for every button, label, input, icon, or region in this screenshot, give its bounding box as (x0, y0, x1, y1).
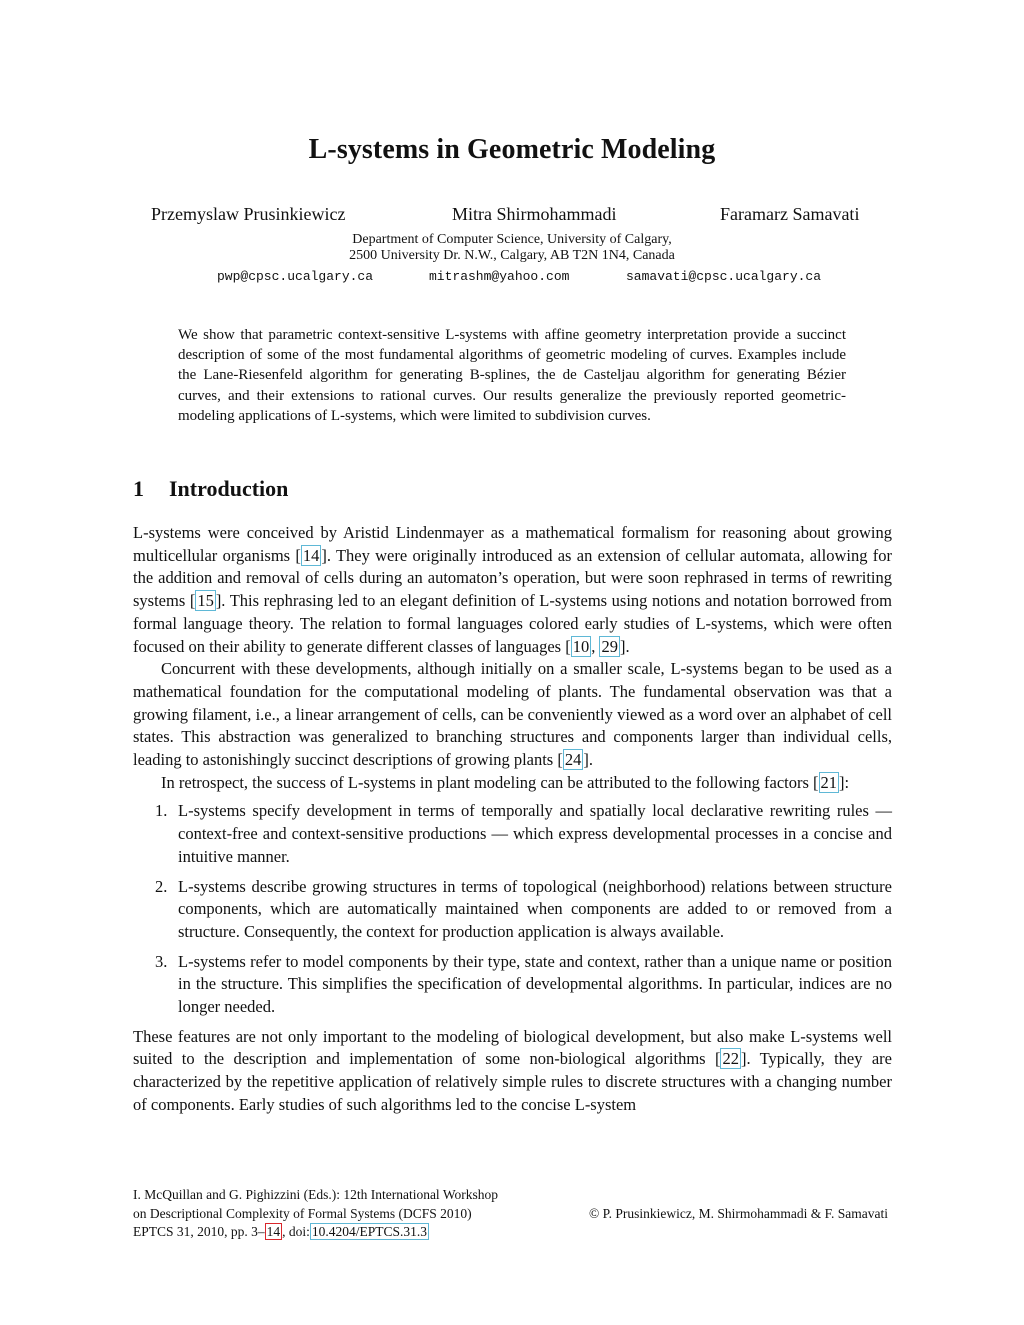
text-run: , (591, 636, 600, 656)
doi-link[interactable]: 10.4204/EPTCS.31.3 (311, 1224, 428, 1239)
author-name: Mitra Shirmohammadi (452, 204, 617, 224)
paragraph (133, 772, 892, 795)
email-link[interactable]: pwp@cpsc.ucalgary.ca (217, 269, 374, 284)
text-run: ]. They were originally introduced as an extension of cellular automata, allowing for the addition and removal of cells during an automaton’s operation, but were soon rephrased in terms of rewriting systems [ (133, 545, 892, 611)
citation-link[interactable]: 14 (302, 545, 320, 565)
citation-link[interactable]: 24 (564, 750, 582, 770)
list-item (133, 800, 892, 868)
affiliation-line: 2500 University Dr. N.W., Calgary, AB T2N 1N4, Canada (349, 248, 675, 263)
section-heading (133, 476, 288, 502)
text-run: ]: (839, 772, 850, 792)
text-run: In retrospect, the success of L-systems in plant modeling can be attributed to the following factors [ (161, 772, 819, 792)
author-name: Przemyslaw Prusinkiewicz (151, 204, 346, 224)
text-run: ]. (583, 750, 593, 770)
text-run: ]. Typically, they are characterized by the repetitive application of relatively simple rules to discrete structures with a changing number of components. Early studies of such algorithms led to the concise L-system (133, 1049, 892, 1114)
text-run: , doi: (282, 1224, 310, 1239)
affiliation (0, 232, 1024, 264)
body-text (133, 522, 892, 1117)
list-number: 2. (155, 876, 168, 896)
citation-link[interactable]: 21 (820, 772, 838, 792)
text-run: Concurrent with these developments, although initially on a smaller scale, L-systems began to be used as a mathematical foundation for the computational modeling of plants. The fundamental observation was that a growing filament, i.e., a linear arrangement of cells, can be conveniently viewed as a word over an alphabet of cell states. This abstraction was generalized to branching structures and components larger than individual cells, leading to astonishingly succinct descriptions of growing plants [ (133, 659, 892, 770)
citation-link[interactable]: 15 (197, 591, 214, 611)
text-run: EPTCS 31, 2010, pp. 3– (133, 1224, 265, 1239)
paragraph (133, 522, 892, 658)
text-run: ]. This rephrasing led to an elegant definition of L-systems using notions and notation borrowed from formal language theory. The relation to formal languages colored early studies of L-systems, which were often focused on their ability to generate different classes of languages [ (133, 591, 892, 656)
footer-line: on Descriptional Complexity of Formal Systems (DCFS 2010) (133, 1205, 472, 1221)
email-link[interactable]: samavati@cpsc.ucalgary.ca (626, 269, 822, 284)
factor-list (133, 800, 892, 1018)
list-item (133, 951, 892, 1019)
text-run: L-systems were conceived by Aristid Lindenmayer as a mathematical formalism for reasoning about growing multicellular organisms [ (133, 523, 892, 565)
author-name: Faramarz Samavati (720, 204, 860, 224)
paragraph (133, 658, 892, 772)
section-title: Introduction (169, 476, 289, 501)
list-text: L-systems describe growing structures in terms of topological (neighborhood) relations between structure components, which are automatically maintained when components are added to or removed from a structure. Consequently, the context for production application is always available. (178, 876, 892, 941)
last-page-link[interactable]: 14 (266, 1224, 281, 1239)
list-text: L-systems refer to model components by their type, state and context, rather than a unique name or position in the structure. This simplifies the specification of developmental algorithms. In particular, indices are no longer needed. (178, 951, 892, 1017)
list-item (133, 876, 892, 944)
text-run: ]. (619, 636, 630, 656)
copyright-notice: © P. Prusinkiewicz, M. Shirmohammadi & F. Samavati (588, 1205, 888, 1221)
footer-line: I. McQuillan and G. Pighizzini (Eds.): 12th International Workshop (133, 1187, 498, 1202)
paper-title: L-systems in Geometric Modeling (308, 134, 716, 165)
list-number: 1. (155, 801, 168, 821)
citation-link[interactable]: 22 (722, 1049, 739, 1069)
email-link[interactable]: mitrashm@yahoo.com (429, 269, 570, 284)
citation-link[interactable]: 10 (572, 636, 590, 656)
text-run: These features are not only important to the modeling of biological development, but also make L-systems well suited to the description and implementation of some non-biological algorithms [ (133, 1026, 892, 1069)
list-text: L-systems specify development in terms of temporally and spatially local declarative rewriting rules — context-free and context-sensitive productions — which express developmental processes in a concise and intuitive manner. (178, 801, 892, 866)
affiliation-line: Department of Computer Science, University of Calgary, (352, 232, 672, 247)
list-number: 3. (155, 951, 168, 971)
paragraph (133, 1026, 892, 1117)
footer-line (133, 1223, 553, 1242)
abstract: We show that parametric context-sensitive L-systems with affine geometry interpretation provide a succinct description of some of the most fundamental algorithms of geometric modeling of curves. Examples include the Lane-Riesenfeld algorithm for generating B-splines, the de Casteljau algorithm for generating Bézier curves, and their extensions to rational curves. Our results generalize the previously reported geometric-modeling applications of L-systems, which were limited to subdivision curves. (178, 327, 846, 424)
section-number: 1 (133, 476, 144, 501)
citation-link[interactable]: 29 (601, 636, 618, 656)
publication-info (133, 1186, 553, 1242)
